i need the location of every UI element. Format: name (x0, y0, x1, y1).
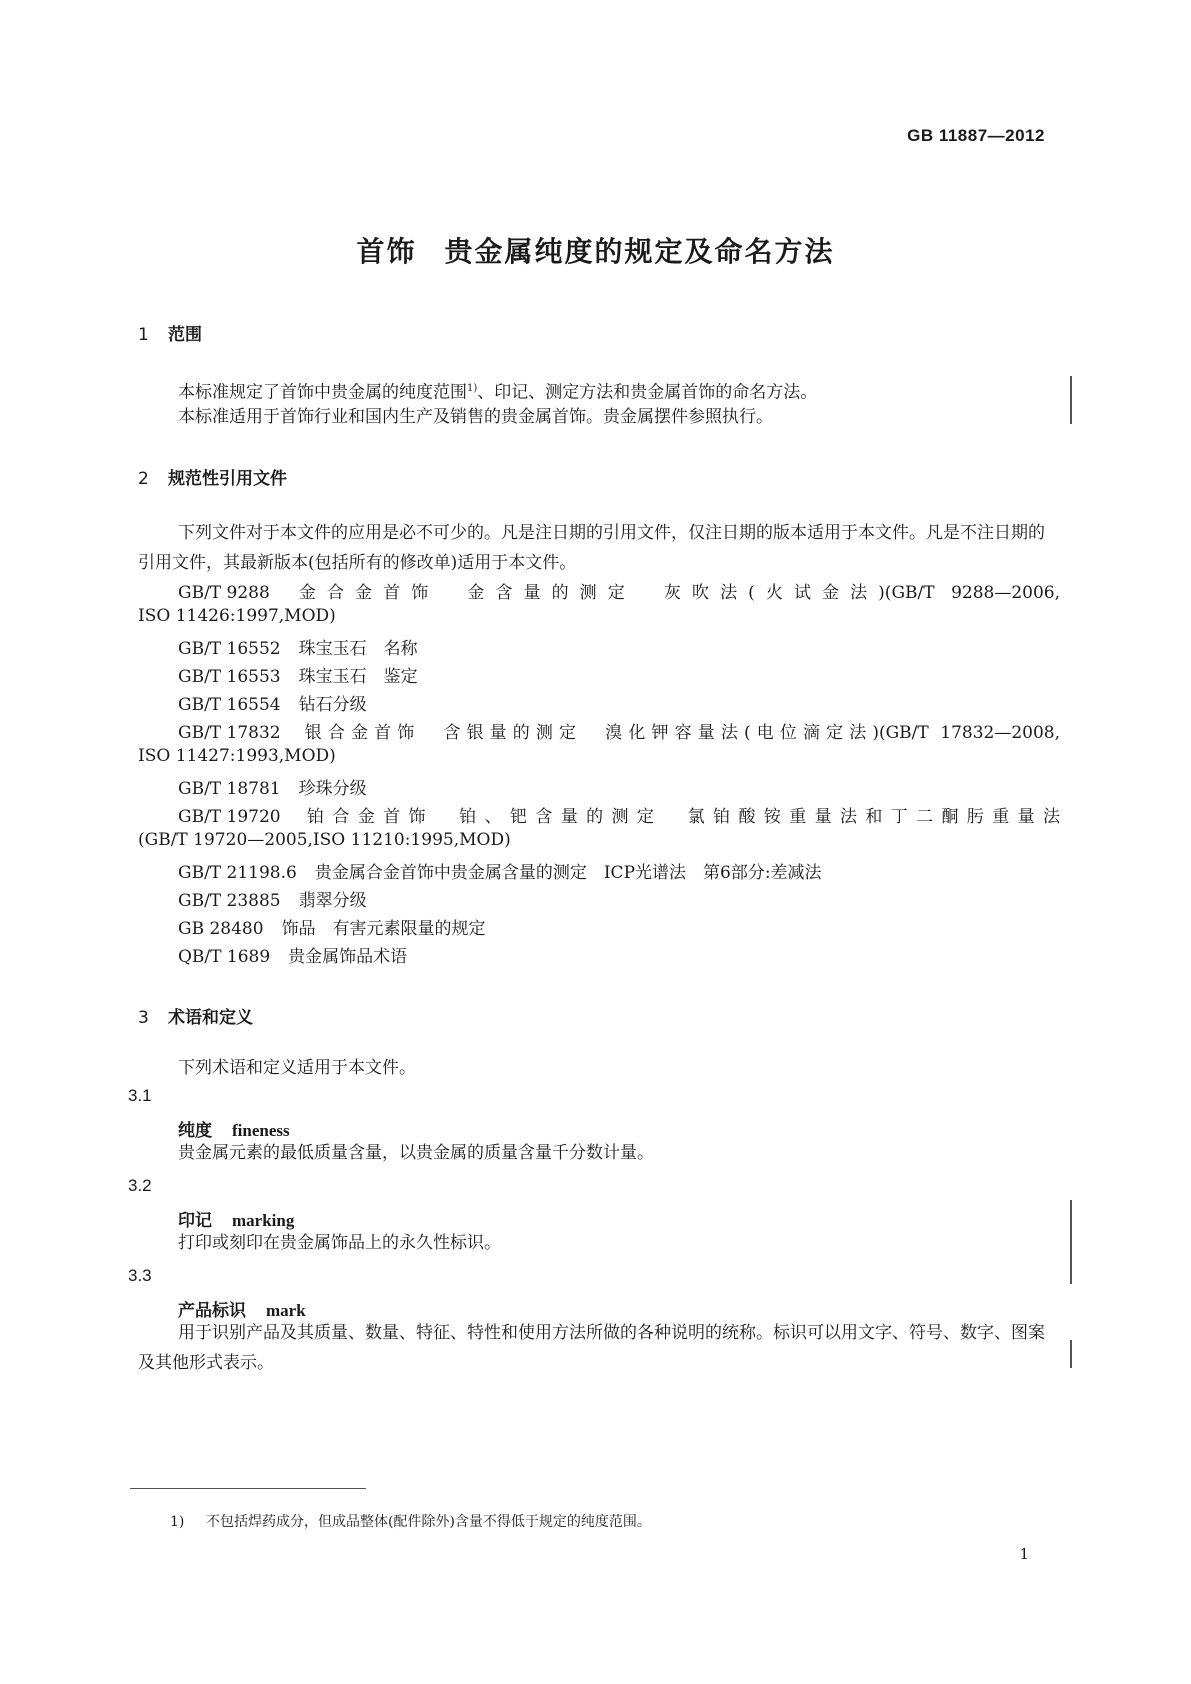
reference-item (178, 634, 418, 659)
reference-title: 贵金属合金首饰中贵金属含量的测定 ICP光谱法 第6部分:差减法 (314, 863, 822, 883)
reference-title: 珠宝玉石 名称 (298, 639, 418, 659)
term-zh: 产品标识 (178, 1301, 246, 1321)
reference-code: GB 28480 (178, 919, 264, 939)
paragraph-text: 本标准规定了首饰中贵金属的纯度范围 (178, 382, 467, 403)
section-title: 范围 (168, 325, 202, 345)
change-bar (1070, 1200, 1072, 1284)
reference-code: GB/T 19720 (178, 807, 281, 827)
reference-item (178, 690, 367, 715)
standard-number: GB 11887—2012 (907, 126, 1045, 145)
reference-code: GB/T 23885 (178, 891, 281, 911)
term-definition: 贵金属元素的最低质量含量，以贵金属的质量含量千分数计量。 (178, 1143, 654, 1163)
page-number: 1 (1019, 1545, 1029, 1563)
reference-code: GB/T 21198.6 (178, 863, 297, 883)
change-bar (1070, 376, 1072, 424)
section-2-intro: 下列文件对于本文件的应用是必不可少的。凡是注日期的引用文件，仅注日期的版本适用于本文件。凡是不注日期的引用文件，其最新版本(包括所有的修改单)适用于本文件。 (138, 523, 1045, 573)
section-number: 1 (138, 325, 149, 345)
section-number: 2 (138, 469, 149, 489)
reference-title: 珠宝玉石 鉴定 (298, 667, 418, 687)
document-title (0, 230, 1191, 270)
reference-title: 饰品 有害元素限量的规定 (281, 919, 486, 939)
reference-continuation: (GB/T 19720—2005,ISO 11210:1995,MOD) (138, 830, 511, 850)
section-number: 3 (138, 1008, 149, 1028)
footnote-text: 不包括焊药成分，但成品整体(配件除外)含量不得低于规定的纯度范围。 (206, 1514, 651, 1530)
reference-code: GB/T 16552 (178, 639, 281, 659)
term-definition: 打印或刻印在贵金属饰品上的永久性标识。 (178, 1233, 501, 1253)
section-title: 术语和定义 (168, 1008, 253, 1028)
reference-item (178, 914, 486, 939)
reference-title: 钻石分级 (298, 695, 367, 715)
reference-title: 贵金属饰品术语 (288, 947, 408, 967)
footnote-reference[interactable]: 1) (467, 383, 478, 394)
term-definition: 用于识别产品及其质量、数量、特征、特性和使用方法所做的各种说明的统称。标识可以用文字、符号、数字、图案及其他形式表示。 (138, 1323, 1045, 1373)
reference-item (178, 942, 407, 967)
reference-code: QB/T 1689 (178, 947, 271, 967)
reference-item (178, 802, 1060, 827)
term-zh: 纯度 (178, 1121, 212, 1141)
term-en: marking (232, 1211, 295, 1230)
reference-title: 银合金首饰 含银量的测定 溴化钾容量法(电位滴定法)(GB/T 17832—2008, (298, 723, 1060, 743)
reference-code: GB/T 18781 (178, 779, 281, 799)
reference-code: GB/T 16553 (178, 667, 281, 687)
footnote-separator (130, 1488, 366, 1489)
reference-item (178, 774, 367, 799)
section-3-heading (138, 1003, 253, 1028)
reference-item (178, 858, 822, 883)
reference-item (178, 718, 1060, 743)
clause-number: 3.2 (128, 1176, 152, 1195)
footnote (170, 1511, 651, 1531)
section-1-heading (138, 320, 202, 345)
term-en: fineness (232, 1121, 290, 1140)
section-1-paragraph-2: 本标准适用于首饰行业和国内生产及销售的贵金属首饰。贵金属摆件参照执行。 (178, 407, 773, 427)
reference-code: GB/T 16554 (178, 695, 281, 715)
section-title: 规范性引用文件 (168, 469, 287, 489)
section-2-heading (138, 464, 287, 489)
reference-item (178, 662, 418, 687)
reference-continuation: ISO 11426:1997,MOD) (138, 606, 336, 626)
reference-item (178, 578, 1060, 603)
reference-code: GB/T 17832 (178, 723, 281, 743)
title-part1: 首饰 (356, 235, 417, 268)
section-3-intro: 下列术语和定义适用于本文件。 (178, 1058, 416, 1078)
reference-title: 金合金首饰 金含量的测定 灰吹法(火试金法)(GB/T 9288—2006, (287, 583, 1060, 603)
term-zh: 印记 (178, 1211, 212, 1231)
reference-item (178, 886, 367, 911)
reference-title: 铂合金首饰 铂、钯含量的测定 氯铂酸铵重量法和丁二酮肟重量法 (298, 807, 1060, 827)
title-part2: 贵金属纯度的规定及命名方法 (444, 235, 835, 268)
reference-continuation: ISO 11427:1993,MOD) (138, 746, 336, 766)
reference-code: GB/T 9288 (178, 583, 270, 603)
footnote-marker: 1) (170, 1514, 185, 1530)
change-bar (1070, 1340, 1072, 1368)
paragraph-text: 、印记、测定方法和贵金属首饰的命名方法。 (477, 382, 818, 403)
clause-number: 3.3 (128, 1266, 152, 1285)
term-en: mark (266, 1301, 306, 1320)
reference-title: 翡翠分级 (298, 891, 367, 911)
clause-number: 3.1 (128, 1086, 152, 1105)
reference-title: 珍珠分级 (298, 779, 367, 799)
